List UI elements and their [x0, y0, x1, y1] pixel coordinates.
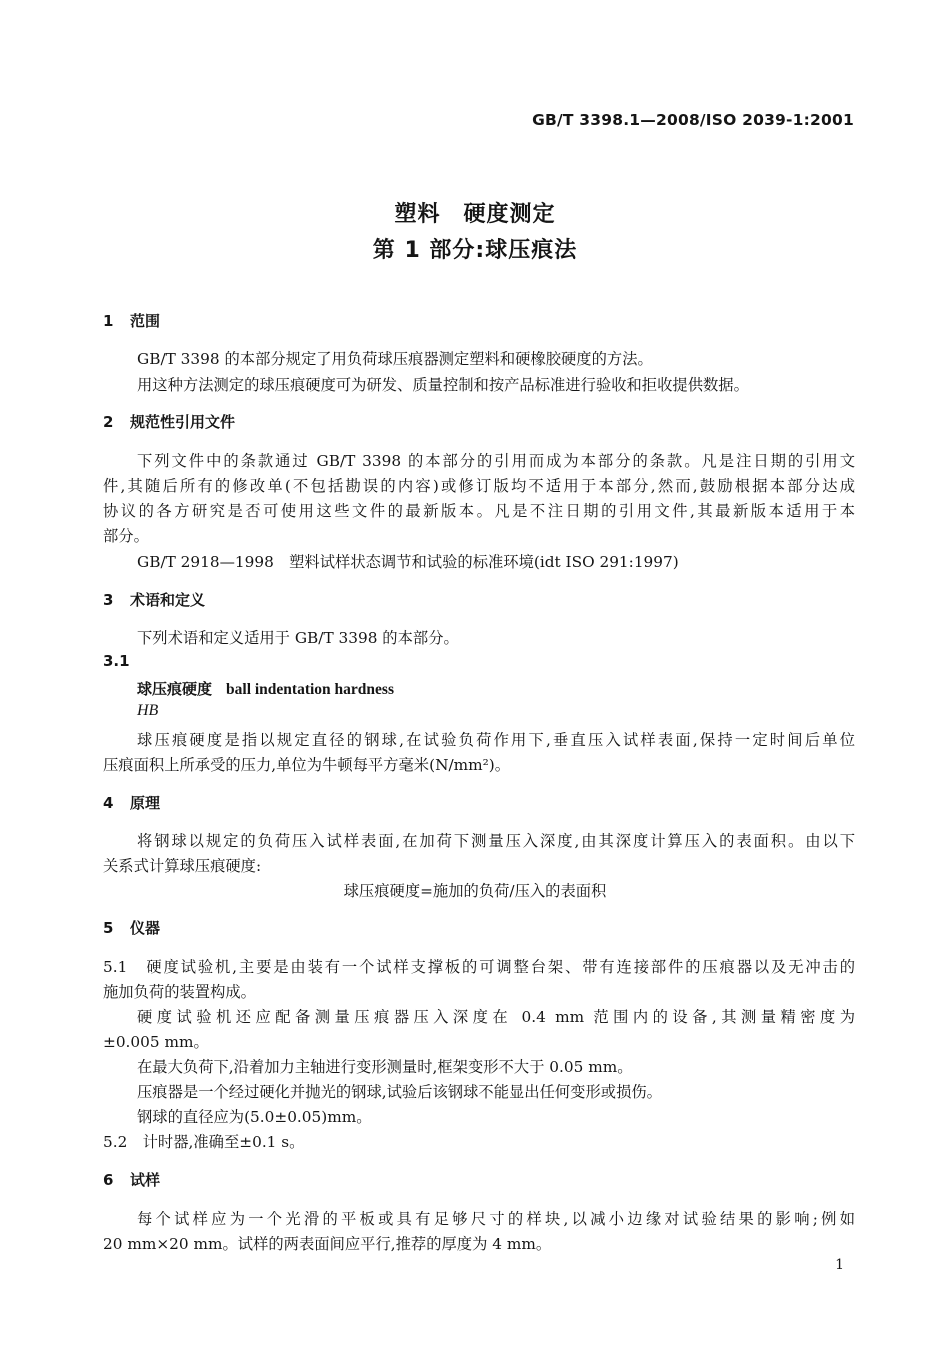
- page-number: 1: [835, 1257, 844, 1273]
- reference-entry: GB/T 2918—1998 塑料试样状态调节和试验的标准环境(idt ISO 291:1997): [137, 553, 679, 571]
- paragraph: 下列术语和定义适用于 GB/T 3398 的本部分。: [137, 629, 459, 647]
- formula: 球压痕硬度=施加的负荷/压入的表面积: [343, 882, 607, 900]
- paragraph-line: 球压痕硬度是指以规定直径的钢球,在试验负荷作用下,垂直压入试样表面,保持一定时间后单位: [137, 731, 855, 749]
- term-entry: [137, 678, 394, 699]
- term-english: ball indentation hardness: [226, 681, 394, 698]
- paragraph: GB/T 3398 的本部分规定了用负荷球压痕器测定塑料和硬橡胶硬度的方法。: [137, 350, 653, 368]
- paragraph-line: 在最大负荷下,沿着加力主轴进行变形测量时,框架变形不大于 0.05 mm。: [137, 1058, 633, 1076]
- paragraph-line: 施加负荷的装置构成。: [103, 983, 256, 1001]
- section-number: 4: [103, 794, 114, 812]
- standard-number: GB/T 3398.1—2008/ISO 2039-1:2001: [532, 111, 854, 129]
- term-symbol: HB: [137, 702, 159, 719]
- section-title: 规范性引用文件: [130, 413, 236, 431]
- section-title: 仪器: [130, 919, 161, 937]
- paragraph-line: 20 mm×20 mm。试样的两表面间应平行,推荐的厚度为 4 mm。: [103, 1235, 552, 1253]
- section-heading-6: [103, 1169, 160, 1190]
- paragraph-line: 钢球的直径应为(5.0±0.05)mm。: [137, 1108, 372, 1126]
- paragraph-line: 压痕器是一个经过硬化并抛光的钢球,试验后该钢球不能显出任何变形或损伤。: [137, 1083, 662, 1101]
- paragraph: 用这种方法测定的球压痕硬度可为研发、质量控制和按产品标准进行验收和拒收提供数据。: [137, 376, 749, 394]
- section-number: 5: [103, 919, 114, 937]
- section-number: 3: [103, 591, 114, 609]
- paragraph-line: 压痕面积上所承受的压力,单位为牛顿每平方毫米(N/mm²)。: [103, 756, 511, 774]
- paragraph-line: 协议的各方研究是否可使用这些文件的最新版本。凡是不注日期的引用文件,其最新版本适用于本: [103, 502, 855, 520]
- paragraph-line: 将钢球以规定的负荷压入试样表面,在加荷下测量压入深度,由其深度计算压入的表面积。由以下: [137, 832, 855, 850]
- document-title: 塑料 硬度测定: [394, 202, 556, 227]
- section-title: 试样: [130, 1171, 161, 1189]
- paragraph-line: 5.2 计时器,准确至±0.1 s。: [103, 1133, 305, 1151]
- term-chinese: 球压痕硬度: [137, 680, 213, 698]
- paragraph-line: 部分。: [103, 527, 149, 545]
- section-number: 1: [103, 312, 114, 330]
- paragraph-line: ±0.005 mm。: [103, 1033, 209, 1051]
- section-title: 范围: [130, 312, 161, 330]
- subsection-number: 3.1: [103, 652, 130, 670]
- paragraph-line: 每个试样应为一个光滑的平板或具有足够尺寸的样块,以减小边缘对试验结果的影响;例如: [137, 1210, 855, 1228]
- section-heading-4: [103, 792, 160, 813]
- paragraph-line: 5.1 硬度试验机,主要是由装有一个试样支撑板的可调整台架、带有连接部件的压痕器以及无冲击的: [103, 958, 855, 976]
- paragraph-line: 件,其随后所有的修改单(不包括勘误的内容)或修订版均不适用于本部分,然而,鼓励根据本部分达成: [103, 477, 855, 495]
- section-number: 6: [103, 1171, 114, 1189]
- section-heading-5: [103, 917, 160, 938]
- section-title: 原理: [130, 794, 161, 812]
- section-heading-2: [103, 411, 235, 432]
- paragraph-line: 关系式计算球压痕硬度:: [103, 857, 262, 875]
- section-number: 2: [103, 413, 114, 431]
- paragraph-line: 下列文件中的条款通过 GB/T 3398 的本部分的引用而成为本部分的条款。凡是注日期的引用文: [137, 452, 855, 470]
- section-heading-1: [103, 310, 160, 331]
- section-heading-3: [103, 589, 205, 610]
- section-title: 术语和定义: [130, 591, 206, 609]
- document-subtitle: 第 1 部分:球压痕法: [372, 238, 578, 263]
- paragraph-line: 硬度试验机还应配备测量压痕器压入深度在 0.4 mm 范围内的设备,其测量精密度为: [137, 1008, 855, 1026]
